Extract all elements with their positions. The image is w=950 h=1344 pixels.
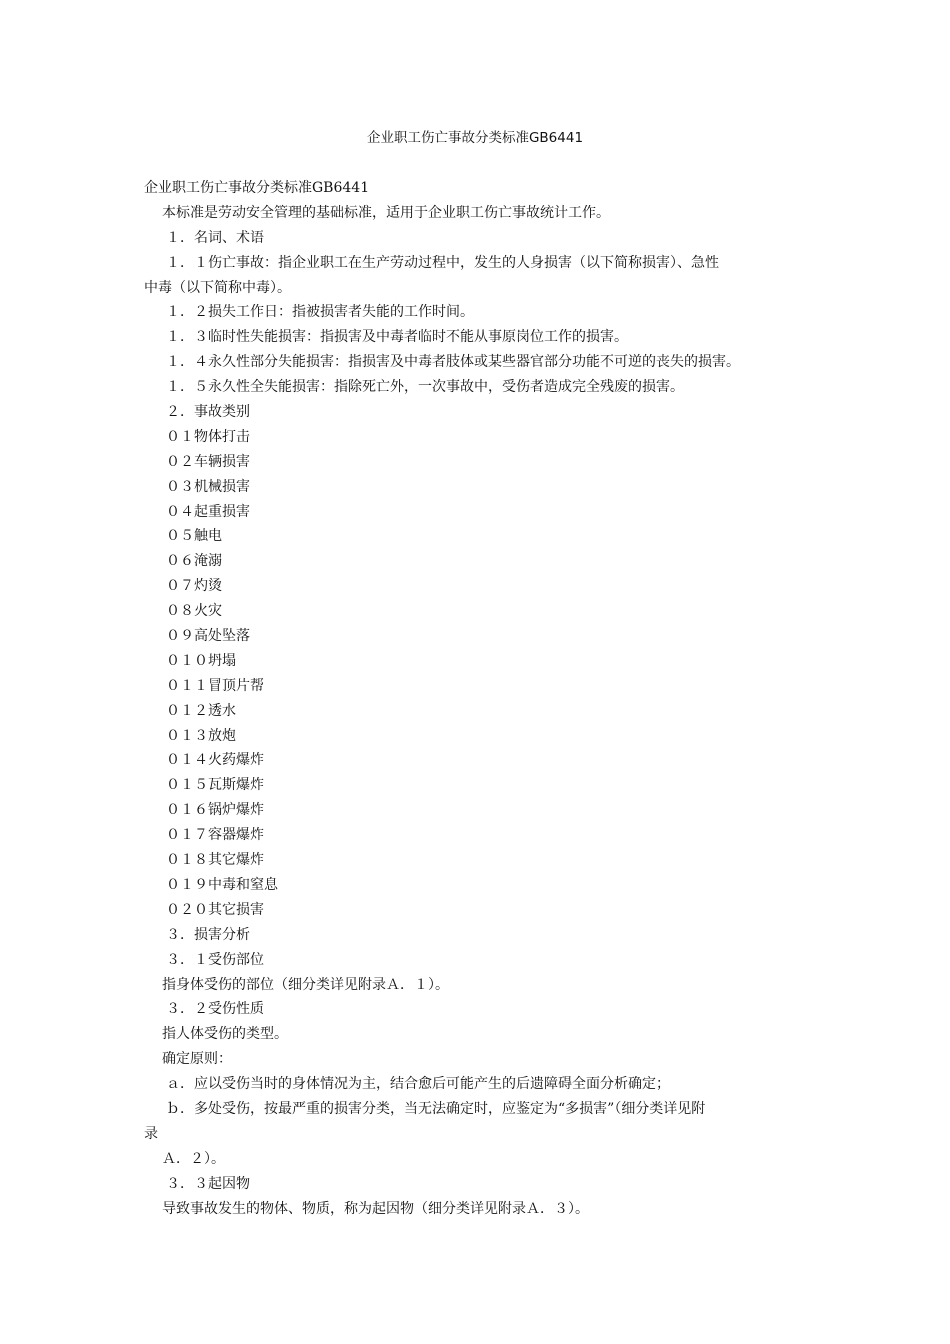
body-line: ０１３放炮 (166, 727, 236, 744)
body-line: ３．３起因物 (166, 1175, 250, 1192)
body-line: ０９高处坠落 (166, 628, 250, 645)
body-line: １．３临时性失能损害：指损害及中毒者临时不能从事原岗位工作的损害。 (166, 329, 628, 346)
body-line: 确定原则： (162, 1051, 232, 1068)
body-line: ０１２透水 (166, 702, 236, 719)
body-line: ０２０其它损害 (166, 901, 264, 918)
body-line: ａ．应以受伤当时的身体情况为主，结合愈后可能产生的后遗障碍全面分析确定； (166, 1076, 670, 1093)
body-line: １．１伤亡事故：指企业职工在生产劳动过程中，发生的人身损害（以下简称损害）、急性 (166, 254, 719, 271)
body-line: ｂ．多处受伤，按最严重的损害分类，当无法确定时，应鉴定为“多损害”（细分类详见附 (166, 1100, 706, 1117)
body-line: Ａ．２）。 (162, 1150, 225, 1167)
body-line: ０１７容器爆炸 (166, 827, 264, 844)
body-line: ０１５瓦斯爆炸 (166, 777, 264, 794)
body-line: ３．１受伤部位 (166, 951, 264, 968)
body-line: ０５触电 (166, 528, 222, 545)
body-line: ０６淹溺 (166, 553, 222, 570)
body-line: 本标准是劳动安全管理的基础标准，适用于企业职工伤亡事故统计工作。 (162, 204, 610, 221)
body-line: １．５永久性全失能损害：指除死亡外，一次事故中，受伤者造成完全残废的损害。 (166, 379, 684, 396)
document-title: 企业职工伤亡事故分类标准GB6441 (366, 130, 584, 146)
body-line: ３．２受伤性质 (166, 1001, 264, 1018)
body-line: ２．事故类别 (166, 404, 250, 421)
body-line: １．４永久性部分失能损害：指损害及中毒者肢体或某些器官部分功能不可逆的丧失的损害。 (166, 354, 740, 371)
body-line: ０４起重损害 (166, 503, 250, 520)
body-line: ０７灼烫 (166, 578, 222, 595)
body-line: １．２损失工作日：指被损害者失能的工作时间。 (166, 304, 474, 321)
body-line: １．名词、术语 (166, 229, 264, 246)
body-line: ０１１冒顶片帮 (166, 677, 264, 694)
body-line: 录 (144, 1125, 158, 1142)
body-line: 中毒（以下简称中毒）。 (144, 279, 291, 296)
body-line: ３．损害分析 (166, 926, 250, 943)
document-body (144, 176, 814, 1221)
body-line: 导致事故发生的物体、物质，称为起因物（细分类详见附录Ａ．３）。 (162, 1200, 589, 1217)
body-line: ０２车辆损害 (166, 453, 250, 470)
body-line: ０１８其它爆炸 (166, 852, 264, 869)
body-line: ０１９中毒和窒息 (166, 876, 278, 893)
body-line: ０１物体打击 (166, 428, 250, 445)
body-line: 指身体受伤的部位（细分类详见附录Ａ．１）。 (162, 976, 449, 993)
body-line: ０１６锅炉爆炸 (166, 802, 264, 819)
body-line: 企业职工伤亡事故分类标准GB6441 (144, 180, 370, 196)
body-line: 指人体受伤的类型。 (162, 1026, 288, 1043)
body-line: ０１０坍塌 (166, 652, 236, 669)
body-line: ０１４火药爆炸 (166, 752, 264, 769)
body-line: ０８火灾 (166, 603, 222, 620)
body-line: ０３机械损害 (166, 478, 250, 495)
